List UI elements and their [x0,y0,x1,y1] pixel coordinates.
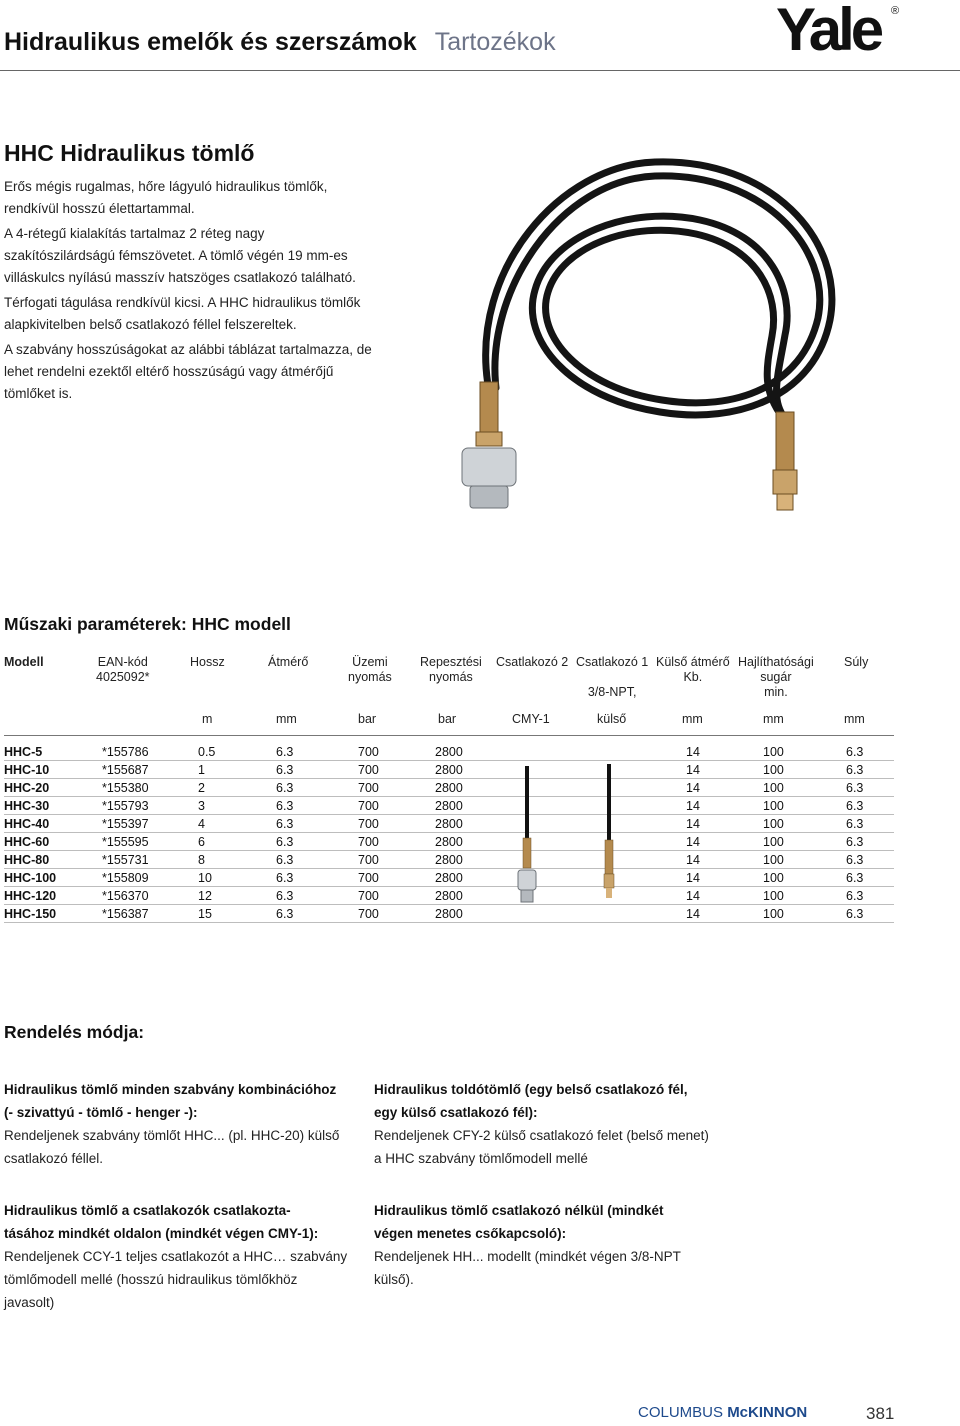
cell-outer-diameter: 14 [686,889,700,903]
cell-weight: 6.3 [846,745,864,759]
cell-ean: *156387 [102,907,149,921]
cell-outer-diameter: 14 [686,853,700,867]
cell-ean: *155793 [102,799,149,813]
order-block [4,1199,349,1314]
order-block-text: Rendeljenek szabvány tömlőt HHC... (pl. HHC-20) külső [4,1128,340,1143]
cell-weight: 6.3 [846,871,864,885]
intro-paragraph: Térfogati tágulása rendkívül kicsi. A HHC hidraulikus tömlők alapkivitelben belső csatlakozó féllel felszereltek. [4,295,361,332]
cell-diameter: 6.3 [276,763,294,777]
product-description [4,176,374,408]
cell-weight: 6.3 [846,781,864,795]
cell-working-pressure: 700 [358,745,379,759]
cell-model: HHC-5 [4,745,43,759]
order-block-title: (- szivattyú - tömlő - henger -): [4,1105,198,1120]
cell-bend-radius: 100 [763,853,784,867]
header-divider [0,70,960,71]
col-header-connector1: Csatlakozó 1 3/8-NPT, [576,655,649,699]
order-block-text: csatlakozó féllel. [4,1151,104,1166]
cell-outer-diameter: 14 [686,817,700,831]
cell-weight: 6.3 [846,889,864,903]
col-header-outer-diameter: Külső átmérő Kb. [656,655,730,684]
cell-working-pressure: 700 [358,853,379,867]
order-block-title: Hidraulikus tömlő a csatlakozók csatlakozta- [4,1203,291,1218]
order-block-title: tásához mindkét oldalon (mindkét végen CMY-1): [4,1226,319,1241]
section-subtitle: Tartozékok [434,28,556,56]
cell-outer-diameter: 14 [686,745,700,759]
unit-outer-diameter: mm [682,712,703,726]
cell-length: 10 [198,871,212,885]
cell-ean: *155809 [102,871,149,885]
unit-length: m [202,712,213,726]
registered-mark: ® [891,5,900,17]
connector-left [462,382,516,508]
order-block-title: Hidraulikus toldótömlő (egy belső csatlakozó fél, [374,1082,688,1097]
unit-bend-radius: mm [763,712,784,726]
cell-diameter: 6.3 [276,835,294,849]
table-row [4,905,894,923]
hydraulic-hose-image [440,150,860,530]
section-title: Hidraulikus emelők és szerszámok [4,28,417,56]
order-block-text: a HHC szabvány tömlőmodell mellé [374,1151,588,1166]
cell-model: HHC-30 [4,799,50,813]
cell-length: 0.5 [198,745,216,759]
cell-diameter: 6.3 [276,781,294,795]
cell-model: HHC-80 [4,853,50,867]
connector-npt-image [596,764,622,904]
cell-burst-pressure: 2800 [435,907,463,921]
cell-diameter: 6.3 [276,817,294,831]
connector-right [773,412,797,510]
col-header-burst-pressure: Repesztési nyomás [420,655,482,684]
order-block [374,1078,719,1170]
cell-diameter: 6.3 [276,853,294,867]
cell-ean: *156370 [102,889,149,903]
cell-length: 8 [198,853,205,867]
cell-bend-radius: 100 [763,889,784,903]
cell-bend-radius: 100 [763,745,784,759]
cell-bend-radius: 100 [763,799,784,813]
cell-outer-diameter: 14 [686,799,700,813]
cell-burst-pressure: 2800 [435,835,463,849]
order-block-text: Rendeljenek HH... modellt (mindkét végen 3/8-NPT [374,1249,681,1264]
unit-diameter: mm [276,712,297,726]
cell-ean: *155786 [102,745,149,759]
order-block-text: tömlőmodell mellé (hosszú hidraulikus tömlőkhöz [4,1272,298,1287]
cell-outer-diameter: 14 [686,871,700,885]
intro-paragraph: Erős mégis rugalmas, hőre lágyuló hidraulikus tömlők, rendkívül hosszú élettartammal. [4,179,328,216]
col-header-bend-radius: Hajlíthatósági sugár min. [738,655,814,699]
cell-length: 1 [198,763,205,777]
cell-bend-radius: 100 [763,835,784,849]
order-block-title: Hidraulikus tömlő csatlakozó nélkül (mindkét [374,1203,664,1218]
unit-burst-pressure: bar [438,712,457,726]
cell-outer-diameter: 14 [686,835,700,849]
specs-title: Műszaki paraméterek: HHC modell [4,614,291,634]
cell-model: HHC-150 [4,907,57,921]
col-header-diameter: Átmérő [268,655,309,669]
cell-diameter: 6.3 [276,889,294,903]
unit-working-pressure: bar [358,712,377,726]
table-row [4,833,894,851]
row-divider [4,922,894,923]
cell-burst-pressure: 2800 [435,817,463,831]
page-number: 381 [866,1404,895,1423]
col-header-weight: Súly [844,655,869,669]
connector-cmy1-image [512,766,542,906]
cell-outer-diameter: 14 [686,763,700,777]
table-row [4,815,894,833]
cell-model: HHC-120 [4,889,57,903]
intro-paragraph: A szabvány hosszúságokat az alábbi táblázat tartalmazza, de lehet rendelni ezektől eltérő hosszúságú vagy átmérőjű tömlőket is. [4,342,372,401]
footer-brand-a: COLUMBUS [638,1404,728,1421]
cell-working-pressure: 700 [358,817,379,831]
cell-length: 12 [198,889,212,903]
col-header-ean: EAN-kód 4025092* [96,655,150,684]
table-row [4,743,894,761]
cell-diameter: 6.3 [276,907,294,921]
cell-weight: 6.3 [846,817,864,831]
unit-connector2: CMY-1 [512,712,550,726]
order-block [374,1199,719,1291]
cell-weight: 6.3 [846,799,864,813]
cell-burst-pressure: 2800 [435,763,463,777]
order-block-text: Rendeljenek CCY-1 teljes csatlakozót a HHC… szabvány [4,1249,348,1264]
cell-burst-pressure: 2800 [435,889,463,903]
cell-burst-pressure: 2800 [435,781,463,795]
unit-connector1: külső [597,712,627,726]
cell-diameter: 6.3 [276,745,294,759]
cell-working-pressure: 700 [358,871,379,885]
cell-ean: *155731 [102,853,149,867]
col-header-connector2: Csatlakozó 2 [496,655,569,669]
cell-weight: 6.3 [846,835,864,849]
cell-working-pressure: 700 [358,781,379,795]
table-row [4,779,894,797]
cell-burst-pressure: 2800 [435,799,463,813]
cell-burst-pressure: 2800 [435,745,463,759]
table-row [4,869,894,887]
cell-outer-diameter: 14 [686,781,700,795]
footer-brand [638,1404,807,1421]
order-block-title: végen menetes csőkapcsoló): [374,1226,567,1241]
cell-length: 3 [198,799,205,813]
cell-outer-diameter: 14 [686,907,700,921]
col-header-model: Modell [4,655,44,669]
table-row [4,851,894,869]
cell-ean: *155380 [102,781,149,795]
order-block-text: Rendeljenek CFY-2 külső csatlakozó felet (belső menet) [374,1128,709,1143]
cell-model: HHC-60 [4,835,50,849]
cell-working-pressure: 700 [358,889,379,903]
cell-weight: 6.3 [846,763,864,777]
cell-ean: *155397 [102,817,149,831]
order-block-title: Hidraulikus tömlő minden szabvány kombinációhoz [4,1082,337,1097]
cell-diameter: 6.3 [276,871,294,885]
order-block-text: külső). [374,1272,414,1287]
cell-weight: 6.3 [846,907,864,921]
cell-ean: *155687 [102,763,149,777]
cell-bend-radius: 100 [763,907,784,921]
cell-weight: 6.3 [846,853,864,867]
order-block [4,1078,349,1170]
cell-diameter: 6.3 [276,799,294,813]
product-title: HHC Hidraulikus tömlő [4,140,255,166]
intro-paragraph: A 4-rétegű kialakítás tartalmaz 2 réteg nagy szakítószilárdságú fémszövetet. A tömlő végén 19 mm-es villáskulcs nyílású masszív hatszöges csatlakozó található. [4,226,356,285]
cell-bend-radius: 100 [763,763,784,777]
cell-model: HHC-100 [4,871,57,885]
page-header [4,28,556,57]
cell-length: 6 [198,835,205,849]
cell-working-pressure: 700 [358,907,379,921]
cell-bend-radius: 100 [763,817,784,831]
ordering-title: Rendelés módja: [4,1022,145,1042]
cell-length: 15 [198,907,212,921]
cell-burst-pressure: 2800 [435,853,463,867]
table-row [4,761,894,779]
order-block-text: javasolt) [4,1295,55,1310]
cell-length: 2 [198,781,205,795]
cell-model: HHC-20 [4,781,50,795]
unit-weight: mm [844,712,865,726]
footer-brand-b: McKINNON [727,1404,808,1421]
cell-burst-pressure: 2800 [435,871,463,885]
col-header-working-pressure: Üzemi nyomás [348,655,392,684]
yale-logo [774,0,904,58]
cell-model: HHC-40 [4,817,50,831]
cell-model: HHC-10 [4,763,50,777]
col-header-length: Hossz [190,655,225,669]
yale-logo-text: Yale [776,0,881,58]
cell-ean: *155595 [102,835,149,849]
cell-bend-radius: 100 [763,781,784,795]
cell-length: 4 [198,817,205,831]
cell-working-pressure: 700 [358,835,379,849]
cell-working-pressure: 700 [358,799,379,813]
table-row [4,797,894,815]
order-block-title: egy külső csatlakozó fél): [374,1105,538,1120]
cell-working-pressure: 700 [358,763,379,777]
table-row [4,887,894,905]
cell-bend-radius: 100 [763,871,784,885]
table-header-divider [4,735,894,736]
